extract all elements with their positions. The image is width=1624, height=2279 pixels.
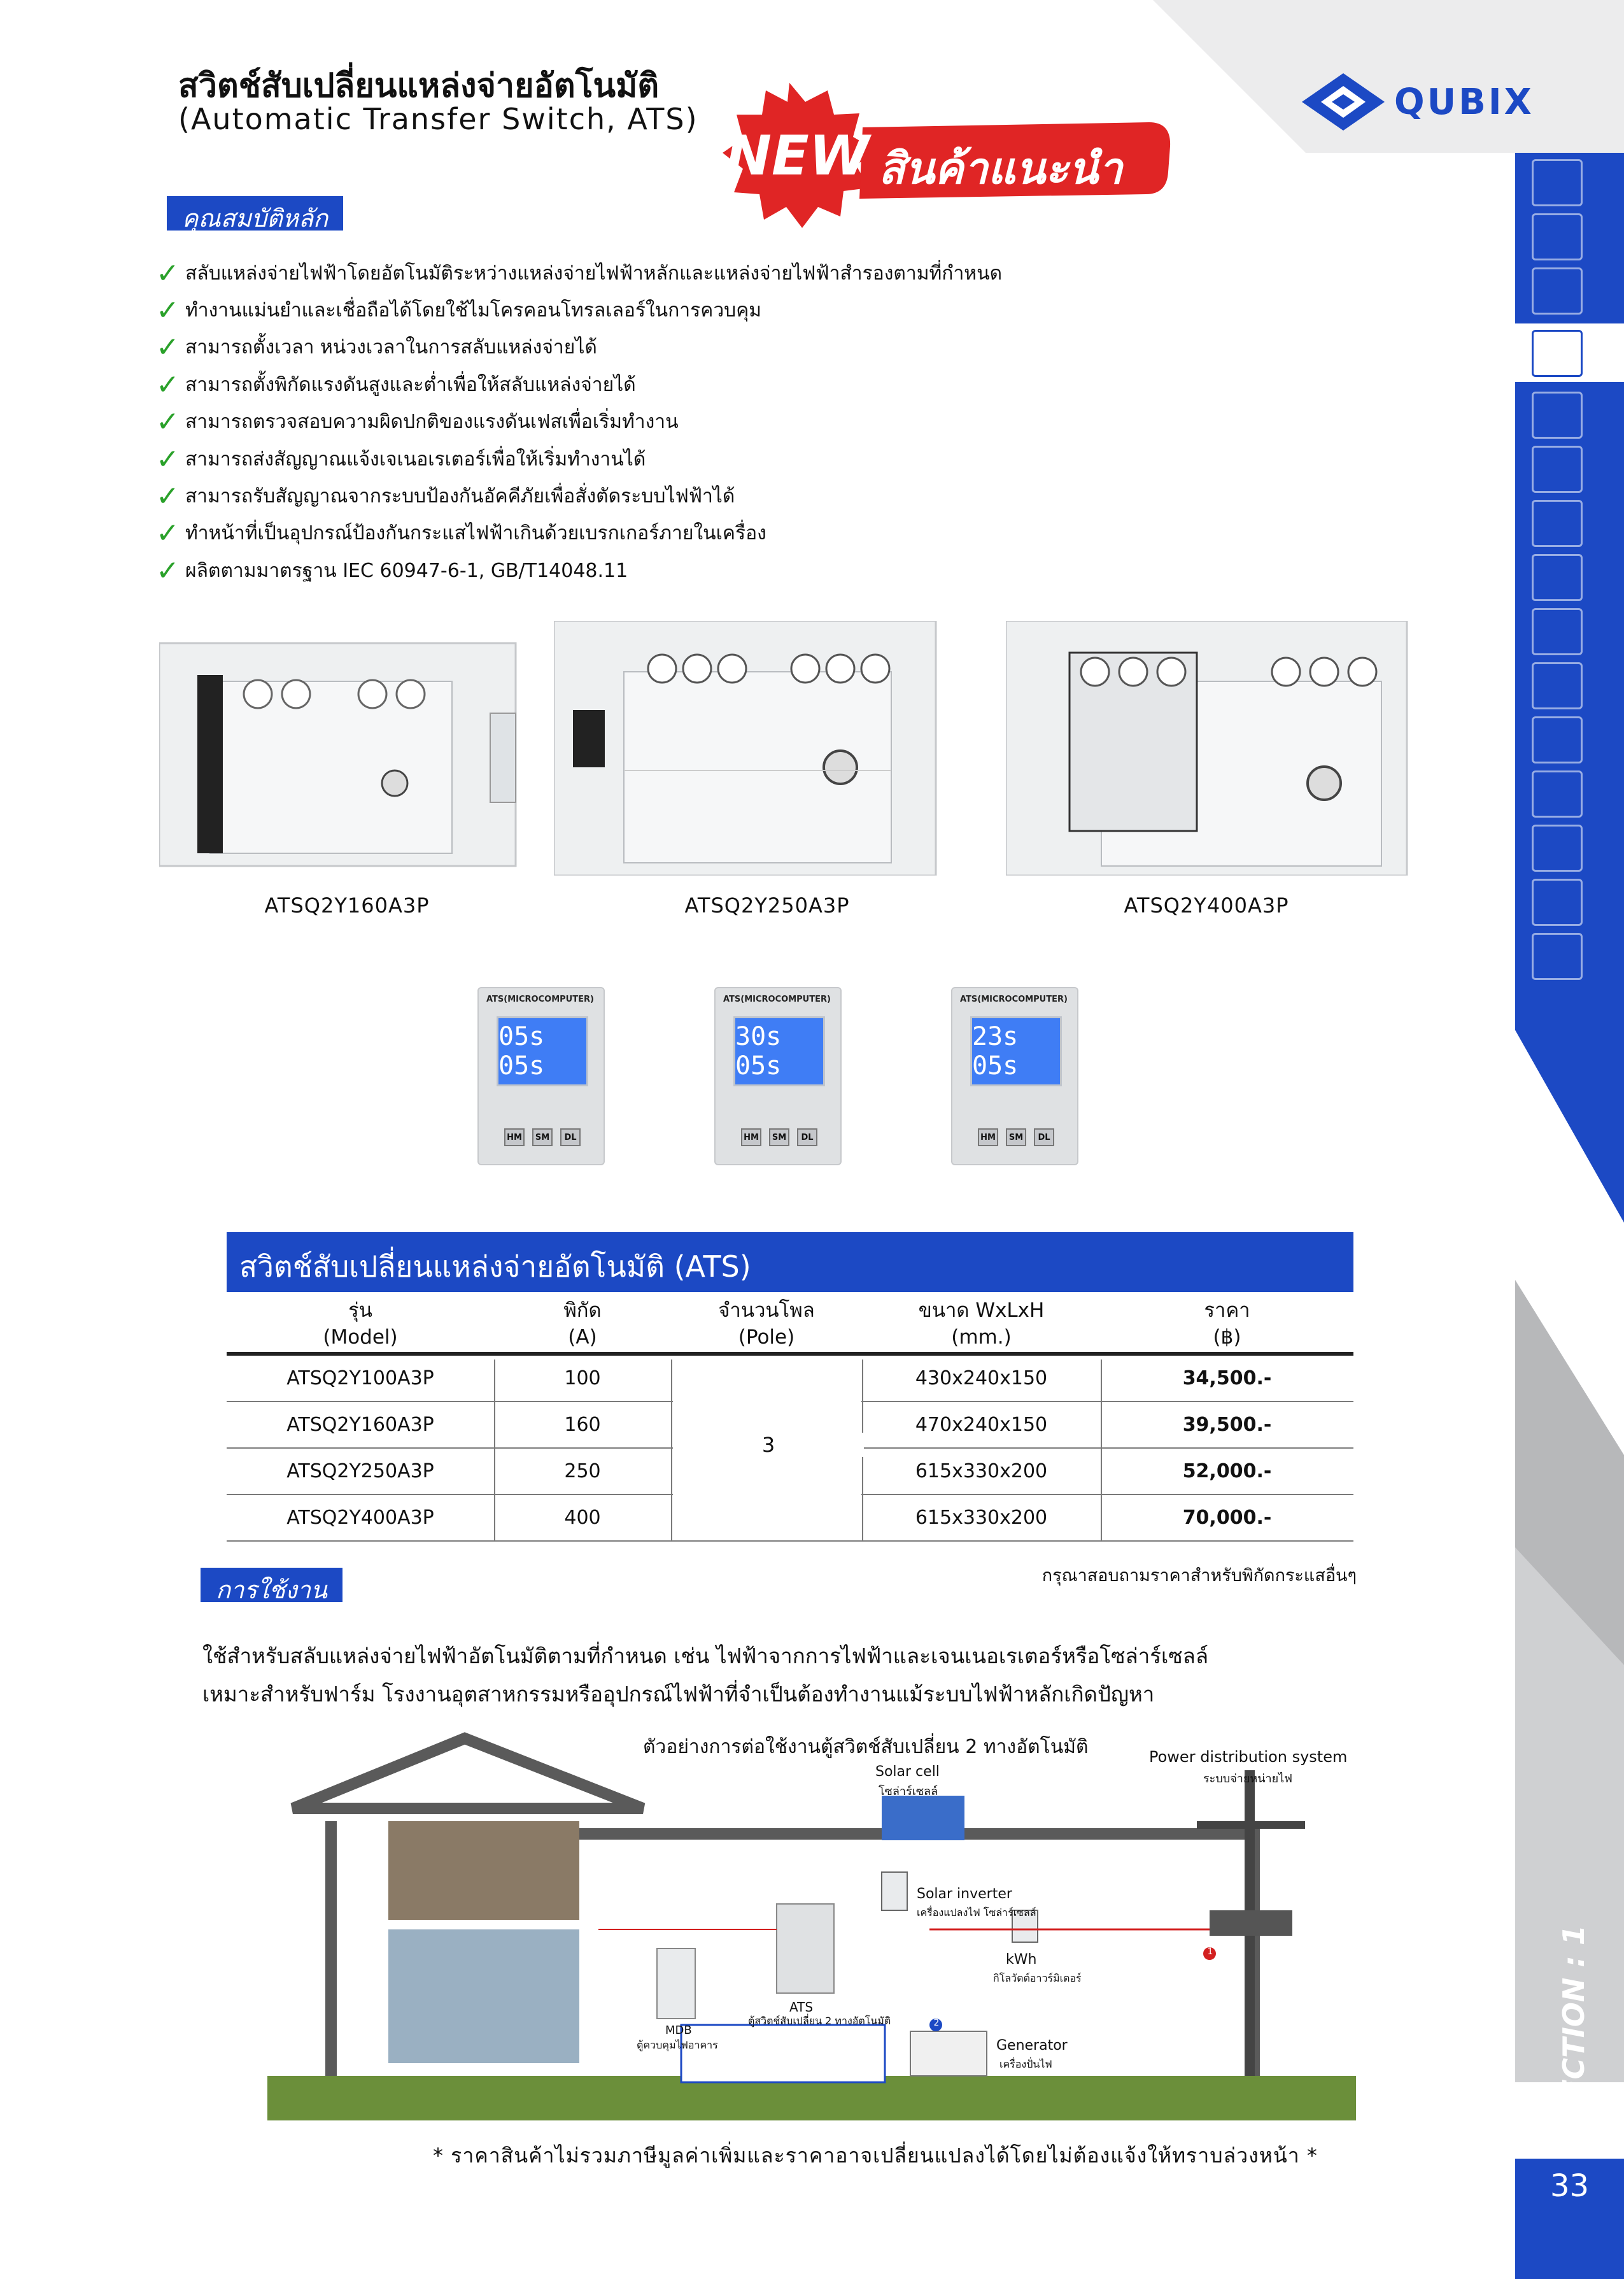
price-footnote: * ราคาสินค้าไม่รวมภาษีมูลค่าเพิ่มและราคาอาจเปลี่ยนแปลงได้โดยไม่ต้องแจ้งให้ทราบล่วงหน้า * [433, 2143, 1318, 2168]
price-note: กรุณาสอบถามราคาสำหรับพิกัดกระแสอื่นๆ [1041, 1566, 1357, 1586]
controller-button-sm: SM [769, 1128, 789, 1146]
page-number: 33 [1550, 2168, 1590, 2204]
diagram-label-ats-th: ตู้สวิตช์สับเปลี่ยน 2 ทางอัตโนมัติ [748, 2015, 891, 2027]
page-subtitle: (Automatic Transfer Switch, ATS) [178, 102, 698, 136]
controller-button-sm: SM [532, 1128, 553, 1146]
check-icon: ✓ [156, 517, 180, 550]
column-header: ขนาด WxLxH (mm.) [918, 1299, 1045, 1349]
column-header: พิกัด (A) [563, 1299, 602, 1349]
table-row: ATSQ2Y100A3P 100 430x240x150 34,500.- [227, 1356, 1353, 1402]
product-image-atsq2y250a3p [554, 621, 942, 876]
controller-display: 05s 05s [497, 1016, 588, 1086]
sidebar-tray-icon[interactable] [1532, 554, 1583, 601]
column-header: ราคา (฿) [1204, 1299, 1250, 1349]
diagram-label-solar-cell: Solar cell [875, 1764, 940, 1780]
check-icon: ✓ [156, 294, 180, 327]
diagram-graphic [267, 1719, 1356, 2120]
check-icon: ✓ [156, 331, 180, 364]
product-image-atsq2y400a3p [1006, 621, 1413, 876]
sidebar-breaker-icon[interactable] [1532, 392, 1583, 439]
table-row: ATSQ2Y250A3P 250 615x330x200 52,000.- [227, 1449, 1353, 1495]
table-divider [1101, 1360, 1102, 1541]
diagram-label-solar-inverter-th: เครื่องแปลงไฟ โซล่าร์เซลล์ [917, 1906, 1036, 1919]
page-title: สวิตช์สับเปลี่ยนแหล่งจ่ายอัตโนมัติ [178, 67, 660, 105]
diagram-label-power-system-th: ระบบจ่ายหน่ายไฟ [1203, 1772, 1293, 1786]
controller-label: ATS(MICROCOMPUTER) [486, 995, 594, 1004]
controller-button-hm: HM [978, 1128, 998, 1146]
sidebar-outlet-icon[interactable] [1532, 825, 1583, 872]
column-header: รุ่น (Model) [323, 1299, 398, 1349]
diagram-marker-1: 1 [1207, 1947, 1213, 1957]
sidebar-plug-icon[interactable] [1532, 933, 1583, 980]
table-divider [671, 1360, 672, 1541]
sidebar-bus-icon[interactable] [1532, 879, 1583, 926]
sidebar-ats-icon[interactable] [1532, 330, 1583, 377]
table-row: ATSQ2Y160A3P 160 470x240x150 39,500.- [227, 1402, 1353, 1449]
feature-item: ✓ สามารถส่งสัญญาณแจ้งเจเนอเรเตอร์เพื่อให้เริ่มทำงานได้ [156, 443, 646, 476]
diagram-title: ตัวอย่างการต่อใช้งานตู้สวิตช์สับเปลี่ยน 2 ทางอัตโนมัติ [643, 1736, 1089, 1758]
diagram-label-generator-th: เครื่องปั่นไฟ [999, 2058, 1052, 2070]
product-caption: ATSQ2Y160A3P [264, 893, 430, 918]
product-image-atsq2y160a3p [159, 637, 528, 872]
sidebar-meter-icon[interactable] [1532, 159, 1583, 206]
feature-item: ✓ ทำงานแม่นยำและเชื่อถือได้โดยใช้ไมโครคอนโทรลเลอร์ในการควบคุม [156, 294, 762, 327]
product-caption: ATSQ2Y250A3P [684, 893, 850, 918]
product-caption: ATSQ2Y400A3P [1124, 893, 1289, 918]
sidebar-gland-icon[interactable] [1532, 608, 1583, 655]
check-icon: ✓ [156, 443, 180, 476]
section-label: SECTION : 1 [1557, 1925, 1591, 2120]
diagram-label-solar-inverter: Solar inverter [917, 1886, 1012, 1902]
diagram-label-kwh-th: กิโลวัตต์อาวร์มิเตอร์ [993, 1972, 1082, 1984]
usage-text-line: เหมาะสำหรับฟาร์ม โรงงานอุตสาหกรรมหรืออุปกรณ์ไฟฟ้าที่จำเป็นต้องทำงานแม้ระบบไฟฟ้าหลักเกิดปัญหา [202, 1682, 1155, 1707]
ats-controller-panel [951, 987, 1078, 1165]
controller-button-hm: HM [741, 1128, 761, 1146]
feature-item: ✓ ทำหน้าที่เป็นอุปกรณ์ป้องกันกระแสไฟฟ้าเกินด้วยเบรกเกอร์ภายในเครื่อง [156, 517, 766, 550]
diagram-label-ats: ATS [789, 1999, 814, 2015]
column-header: จำนวนโพล (Pole) [718, 1299, 815, 1349]
new-badge-text: NEW [726, 124, 870, 188]
feature-item: ✓ ผลิตตามมาตรฐาน IEC 60947-6-1, GB/T14048.11 [156, 554, 628, 587]
controller-button-dl: DL [1034, 1128, 1054, 1146]
controller-display: 30s 05s [733, 1016, 825, 1086]
connection-diagram [267, 1719, 1356, 2120]
pole-value: 3 [673, 1433, 864, 1457]
check-icon: ✓ [156, 554, 180, 587]
table-header-row [227, 1292, 1353, 1356]
controller-button-sm: SM [1006, 1128, 1026, 1146]
feature-item: ✓ สามารถตรวจสอบความผิดปกติของแรงดันเฟสเพื่อเริ่มทำงาน [156, 406, 679, 439]
controller-label: ATS(MICROCOMPUTER) [960, 995, 1068, 1004]
controller-button-dl: DL [797, 1128, 817, 1146]
sidebar-connector-icon[interactable] [1532, 716, 1583, 763]
check-icon: ✓ [156, 406, 180, 439]
feature-item: ✓ สามารถตั้งเวลา หน่วงเวลาในการสลับแหล่งจ่ายได้ [156, 331, 597, 364]
check-icon: ✓ [156, 480, 180, 513]
feature-item: ✓ สลับแหล่งจ่ายไฟฟ้าโดยอัตโนมัติระหว่างแหล่งจ่ายไฟฟ้าหลักและแหล่งจ่ายไฟฟ้าสำรองตามที่กำหนด [156, 257, 1003, 290]
sidebar-socket-icon[interactable] [1532, 213, 1583, 260]
check-icon: ✓ [156, 257, 180, 290]
ats-controller-panel [714, 987, 842, 1165]
price-table-title: สวิตช์สับเปลี่ยนแหล่งจ่ายอัตโนมัติ (ATS) [227, 1232, 1353, 1292]
diagram-marker-2: 2 [933, 2018, 940, 2028]
check-icon: ✓ [156, 368, 180, 401]
diagram-label-kwh: kWh [1006, 1952, 1037, 1968]
feature-item: ✓ สามารถตั้งพิกัดแรงดันสูงและต่ำเพื่อให้สลับแหล่งจ่ายได้ [156, 368, 636, 401]
diagram-label-mdb: MDB [665, 2024, 692, 2037]
ats-controller-panel [477, 987, 605, 1165]
diagram-label-solar-cell-th: โซล่าร์เซลล์ [879, 1785, 938, 1798]
sidebar-contactor-icon[interactable] [1532, 446, 1583, 493]
recommend-badge-text: สินค้าแนะนำ [879, 144, 1123, 194]
diagram-label-mdb-th: ตู้ควบคุมไฟอาคาร [637, 2039, 718, 2051]
usage-text-line: ใช้สำหรับสลับแหล่งจ่ายไฟฟ้าอัตโนมัติตามที่กำหนด เช่น ไฟฟ้าจากการไฟฟ้าและเจนเนอเรเตอร์หรือโซล่าร์เซลล์ [202, 1644, 1209, 1668]
controller-display: 23s 05s [970, 1016, 1062, 1086]
feature-item: ✓ สามารถรับสัญญาณจากระบบป้องกันอัคคีภัยเพื่อสั่งตัดระบบไฟฟ้าได้ [156, 480, 735, 513]
controller-button-dl: DL [560, 1128, 581, 1146]
sidebar-box-icon[interactable] [1532, 662, 1583, 709]
table-row: ATSQ2Y400A3P 400 615x330x200 70,000.- [227, 1495, 1353, 1542]
features-label: คุณสมบัติหลัก [167, 196, 343, 231]
diagram-label-generator: Generator [996, 2038, 1068, 2054]
sidebar-lamp-icon[interactable] [1532, 267, 1583, 315]
usage-label: การใช้งาน [201, 1568, 342, 1602]
controller-label: ATS(MICROCOMPUTER) [723, 995, 831, 1004]
controller-button-hm: HM [504, 1128, 525, 1146]
logo-text: QUBIX [1394, 81, 1534, 123]
table-divider [494, 1360, 495, 1541]
diagram-label-power-system: Power distribution system [1149, 1748, 1348, 1766]
sidebar-terminal-icon[interactable] [1532, 500, 1583, 547]
features-list [156, 255, 1002, 590]
sidebar-pole-icon[interactable] [1532, 770, 1583, 818]
qubix-logo-icon [1299, 70, 1388, 134]
brand-logo [1299, 70, 1534, 134]
